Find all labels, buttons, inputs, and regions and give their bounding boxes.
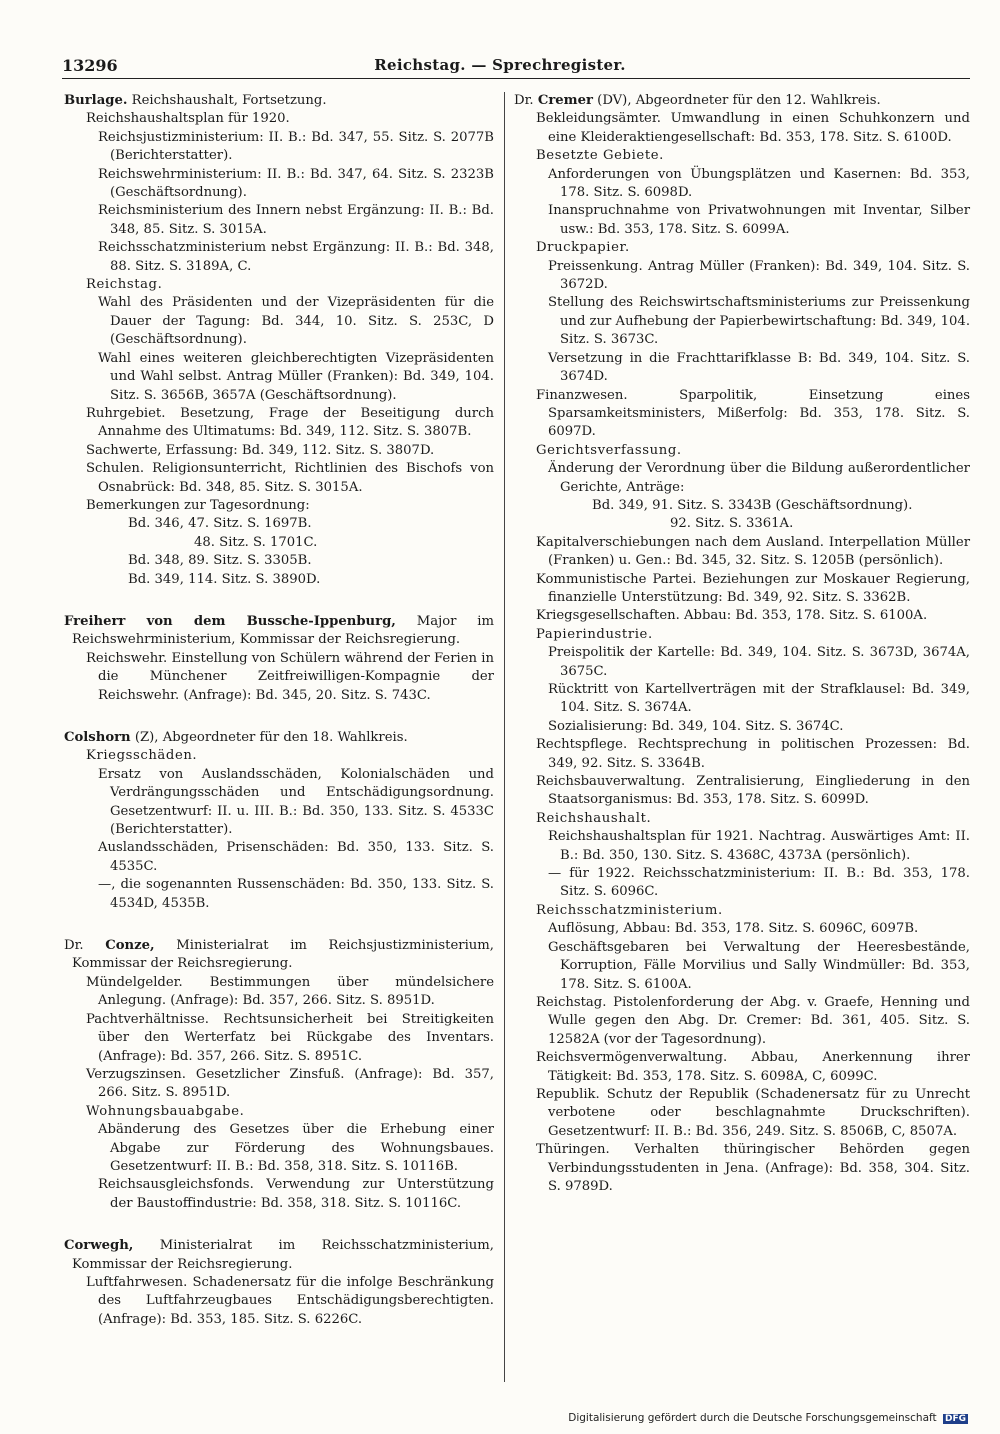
header-rule [62, 78, 970, 79]
index-line: Kommunistische Partei. Beziehungen zur Moskauer Regierung, finanzielle Unterstützung: Bd. 349, 92. Sitz. S. 3362B. [536, 571, 970, 605]
index-line: Pachtverhältnisse. Rechtsunsicherheit bei Streitigkeiten über den Werterfatz bei Rückgabe des Inventars. (Anfrage): Bd. 357, 266. Sitz. S. 8951C. [86, 1011, 494, 1064]
index-line: Schulen. Religionsunterricht, Richtlinien des Bischofs von Osnabrück: Bd. 348, 85. Sitz. S. 3015A. [86, 461, 494, 495]
index-line: Preissenkung. Antrag Müller (Franken): Bd. 349, 104. Sitz. S. 3672D. [548, 258, 970, 293]
index-line: Reichswehr. Einstellung von Schülern während der Ferien in die Münchener Zeitfreiwilligen-Kompagnie der Reichswehr. (Anfrage): Bd. 345, 20. Sitz. S. 743C. [86, 650, 494, 703]
index-line: Ersatz von Auslandsschäden, Kolonialschäden und Verdrängungsschäden und Entschädigungsordnung. Gesetzentwurf: II. u. III. B.: Bd. 350, 133. Sitz. S. 4533C (Berichterstatter). [98, 766, 494, 838]
index-line: Mündelgelder. Bestimmungen über mündelsichere Anlegung. (Anfrage): Bd. 357, 266. Sitz. S. 8951D. [86, 974, 494, 1009]
index-line: Reichsschatzministerium nebst Ergänzung: II. B.: Bd. 348, 88. Sitz. S. 3189A, C. [98, 240, 494, 274]
speaker-description: (DV), Abgeordneter für den 12. Wahlkreis. [597, 93, 881, 108]
index-line: —, die sogenannten Russenschäden: Bd. 350, 133. Sitz. S. 4534D, 4535B. [98, 877, 494, 911]
index-line: Sachwerte, Erfassung: Bd. 349, 112. Sitz. S. 3807D. [86, 442, 435, 458]
index-line: Bemerkungen zur Tagesordnung: [86, 497, 310, 513]
index-line: Finanzwesen. Sparpolitik, Einsetzung eines Sparsamkeitsministers, Mißerfolg: Bd. 353, 178. Sitz. S. 6097D. [536, 387, 970, 440]
index-line: Kapitalverschiebungen nach dem Ausland. Interpellation Müller (Franken) u. Gen.: Bd. 345, 32. Sitz. S. 1205B (persönlich). [536, 534, 970, 569]
right-column [514, 92, 970, 1220]
topic-heading: Kriegsschäden. [86, 748, 198, 764]
topic-heading: Druckpapier. [536, 240, 630, 256]
entry-bussche [64, 613, 494, 705]
entry-colshorn [64, 729, 494, 913]
entry-burlage [64, 92, 494, 589]
index-line: — für 1922. Reichsschatzministerium: II. B.: Bd. 353, 178. Sitz. S. 6096C. [548, 866, 970, 900]
entry-heading [64, 613, 494, 650]
index-line: Inanspruchnahme von Privatwohnungen mit Inventar, Silber usw.: Bd. 353, 178. Sitz. S. 6099A. [548, 203, 970, 237]
entry-conze [64, 937, 494, 1213]
page-number: 13296 [62, 56, 118, 75]
speaker-name: Conze, [105, 938, 155, 954]
index-line: Anforderungen von Übungsplätzen und Kasernen: Bd. 353, 178. Sitz. S. 6098D. [548, 166, 970, 201]
topic-heading: Reichshaushalt. [536, 810, 652, 826]
topic-heading: Wohnungsbauabgabe. [86, 1103, 245, 1119]
speaker-name: Freiherr von dem Bussche-Ippenburg, [64, 613, 396, 629]
index-line: Sozialisierung: Bd. 349, 104. Sitz. S. 3674C. [548, 718, 844, 734]
digitization-credit [568, 1412, 968, 1424]
index-line: Bekleidungsämter. Umwandlung in einen Schuhkonzern und eine Kleideraktiengesellschaft: Bd. 353, 178. Sitz. S. 6100D. [536, 111, 970, 145]
credit-text: Digitalisierung gefördert durch die Deutsche Forschungsgemeinschaft [568, 1412, 937, 1424]
dfg-logo: DFG [944, 1414, 966, 1424]
topic-heading: Gerichtsverfassung. [536, 442, 682, 458]
index-line: Änderung der Verordnung über die Bildung außerordentlicher Gerichte, Anträge: [548, 461, 970, 495]
entry-heading [64, 92, 494, 110]
index-line: Reichstag. Pistolenforderung der Abg. v. Graefe, Henning und Wulle gegen den Abg. Dr. Cremer: Bd. 361, 405. Sitz. S. 12582A (vor der Tagesordnung). [536, 994, 970, 1047]
entry-heading [64, 729, 494, 747]
index-line: Geschäftsgebaren bei Verwaltung der Heeresbestände, Korruption, Fälle Morvilius und Sally Windmüller: Bd. 353, 178. Sitz. S. 6100A. [548, 939, 970, 992]
index-line: Auslandsschäden, Prisenschäden: Bd. 350, 133. Sitz. S. 4535C. [98, 840, 494, 874]
index-line: Reichsjustizministerium: II. B.: Bd. 347, 55. Sitz. S. 2077B (Berichterstatter). [98, 129, 494, 164]
index-line: Ruhrgebiet. Besetzung, Frage der Beseitigung durch Annahme des Ultimatums: Bd. 349, 112. Sitz. S. 3807B. [86, 405, 494, 440]
index-line: Bd. 349, 91. Sitz. S. 3343B (Geschäftsordnung). [592, 497, 913, 513]
speaker-description: Ministerialrat im Reichsjustizministerium, Kommissar der Reichsregierung. [72, 938, 494, 972]
index-line: Auflösung, Abbau: Bd. 353, 178. Sitz. S. 6096C, 6097B. [548, 921, 919, 937]
index-line: Reichsministerium des Innern nebst Ergänzung: II. B.: Bd. 348, 85. Sitz. S. 3015A. [98, 203, 494, 237]
index-line: Bd. 348, 89. Sitz. S. 3305B. [128, 553, 312, 569]
index-line: Verzugszinsen. Gesetzlicher Zinsfuß. (Anfrage): Bd. 357, 266. Sitz. S. 8951D. [86, 1066, 494, 1101]
index-line: Reichsbauverwaltung. Zentralisierung, Eingliederung in den Staatsorganismus: Bd. 353, 178. Sitz. S. 6099D. [536, 774, 970, 808]
index-line: Bd. 346, 47. Sitz. S. 1697B. [128, 516, 312, 532]
entry-cremer [514, 92, 970, 1196]
index-line: Thüringen. Verhalten thüringischer Behörden gegen Verbindungsstudenten in Jena. (Anfrage): Bd. 358, 304. Sitz. S. 9789D. [536, 1142, 970, 1194]
speaker-name: Colshorn [64, 730, 131, 745]
speaker-description: Ministerialrat im Reichsschatzministerium, Kommissar der Reichsregierung. [72, 1238, 494, 1272]
speaker-name: Cremer [537, 93, 593, 108]
topic-heading: Reichsschatzministerium. [536, 902, 723, 918]
entry-heading [514, 92, 970, 110]
speaker-description: Reichshaushalt, Fortsetzung. [131, 93, 327, 108]
index-line: Wahl des Präsidenten und der Vizepräsidenten für die Dauer der Tagung: Bd. 344, 10. Sitz. S. 253C, D (Geschäftsordnung). [98, 295, 494, 348]
index-line: Kriegsgesellschaften. Abbau: Bd. 353, 178. Sitz. S. 6100A. [536, 608, 928, 624]
index-line: Reichshaushaltsplan für 1921. Nachtrag. Auswärtiges Amt: II. B.: Bd. 350, 130. Sitz. S. 4368C, 4373A (persönlich). [548, 829, 970, 863]
index-line: Wahl eines weiteren gleichberechtigten Vizepräsidenten und Wahl selbst. Antrag Müller (Franken): Bd. 349, 104. Sitz. S. 3656B, 3657A (Geschäftsordnung). [98, 350, 494, 403]
speaker-name: Burlage. [64, 93, 128, 108]
speaker-name: Corwegh, [64, 1238, 134, 1254]
index-line: Bd. 349, 114. Sitz. S. 3890D. [128, 571, 321, 587]
index-line: Reichsausgleichsfonds. Verwendung zur Unterstützung der Baustoffindustrie: Bd. 358, 318. Sitz. S. 10116C. [98, 1177, 494, 1211]
entry-corwegh [64, 1237, 494, 1329]
index-line: Republik. Schutz der Republik (Schadenersatz für zu Unrecht verbotene oder beschlagnahmte Druckschriften). Gesetzentwurf: II. B.: Bd. 356, 249. Sitz. S. 8506B, C, 8507A. [536, 1086, 970, 1139]
index-line: Rechtspflege. Rechtsprechung in politischen Prozessen: Bd. 349, 92. Sitz. S. 3364B. [536, 737, 970, 771]
running-title: Reichstag. — Sprechregister. [374, 56, 626, 74]
index-line: Rücktritt von Kartellverträgen mit der Strafklausel: Bd. 349, 104. Sitz. S. 3674A. [548, 682, 970, 716]
left-column [64, 92, 494, 1353]
speaker-description: (Z), Abgeordneter für den 18. Wahlkreis. [134, 730, 408, 745]
speaker-description: Major im Reichswehrministerium, Kommissar der Reichsregierung. [72, 613, 494, 648]
index-line: Preispolitik der Kartelle: Bd. 349, 104. Sitz. S. 3673D, 3674A, 3675C. [548, 645, 970, 679]
name-prefix: Dr. [64, 938, 84, 954]
entry-heading [64, 937, 494, 974]
index-line: Reichshaushaltsplan für 1920. [86, 111, 290, 127]
index-line: Abänderung des Gesetzes über die Erhebung einer Abgabe zur Förderung des Wohnungsbaues. Gesetzentwurf: II. B.: Bd. 358, 318. Sitz. S. 10116B. [98, 1122, 494, 1174]
index-line: Versetzung in die Frachttarifklasse B: Bd. 349, 104. Sitz. S. 3674D. [548, 350, 970, 385]
index-line: 92. Sitz. S. 3361A. [670, 516, 794, 532]
column-divider [504, 92, 505, 1382]
index-line: Stellung des Reichswirtschaftsministeriums zur Preissenkung und zur Aufhebung der Papierbewirtschaftung: Bd. 349, 104. Sitz. S. 3673C. [548, 295, 971, 348]
index-line: Luftfahrwesen. Schadenersatz für die infolge Beschränkung des Luftfahrzeugbaues Entschädigungsberechtigten. (Anfrage): Bd. 353, 185. Sitz. S. 6226C. [86, 1274, 494, 1327]
entry-heading [64, 1237, 494, 1274]
topic-heading: Besetzte Gebiete. [536, 148, 664, 164]
index-line: Reichswehrministerium: II. B.: Bd. 347, 64. Sitz. S. 2323B (Geschäftsordnung). [98, 166, 494, 201]
topic-heading: Reichstag. [86, 277, 163, 293]
name-prefix: Dr. [514, 93, 534, 108]
index-line: 48. Sitz. S. 1701C. [194, 534, 318, 550]
index-line: Reichsvermögenverwaltung. Abbau, Anerkennung ihrer Tätigkeit: Bd. 353, 178. Sitz. S. 6098A, C, 6099C. [536, 1050, 970, 1084]
topic-heading: Papierindustrie. [536, 626, 653, 642]
